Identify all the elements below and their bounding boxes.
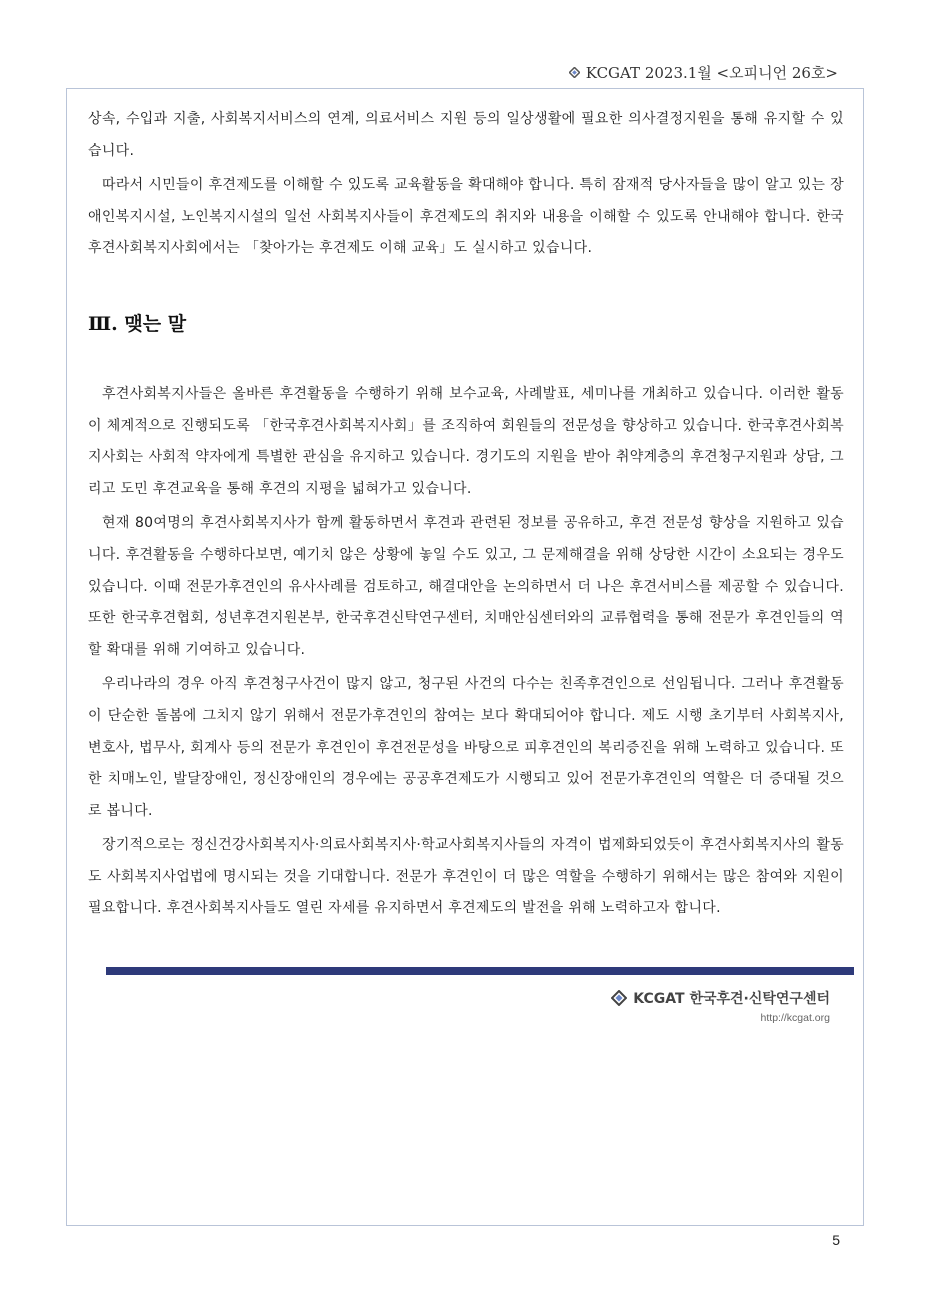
paragraph: 장기적으로는 정신건강사회복지사·의료사회복지사·학교사회복지사들의 자격이 법제화되었듯이 후견사회복지사의 활동도 사회복지사업법에 명시되는 것을 기대합니다. 전문가 후견인이 더 많은 역할을 수행하기 위해서는 많은 참여와 지원이 필요합니다. 후견사회복지사들도 열린 자세를 유지하면서 후견제도의 발전을 위해 노력하고자 합니다. (88, 837, 844, 917)
header-text: KCGAT 2023.1월 <오피니언 26호> (585, 64, 838, 82)
kcgat-logo-icon (611, 990, 627, 1006)
footer-logo-text: KCGAT 한국후견·신탁연구센터 (633, 991, 830, 1007)
footer-logo (611, 988, 830, 1008)
paragraph: 따라서 시민들이 후견제도를 이해할 수 있도록 교육활동을 확대해야 합니다. 특히 잠재적 당사자들을 많이 알고 있는 장애인복지시설, 노인복지시설의 일선 사회복지사들이 후견제도의 취지와 내용을 이해할 수 있도록 안내해야 합니다. 한국후견사회복지사회에서는 「찾아가는 후견제도 이해 교육」도 실시하고 있습니다. (88, 177, 844, 257)
document-body (88, 104, 844, 925)
paragraph: 우리나라의 경우 아직 후견청구사건이 많지 않고, 청구된 사건의 다수는 친족후견인으로 선임됩니다. 그러나 후견활동이 단순한 돌봄에 그치지 않기 위해서 전문가후견인의 참여는 보다 확대되어야 합니다. 제도 시행 초기부터 사회복지사, 변호사, 법무사, 회계사 등의 전문가 후견인이 후견전문성을 바탕으로 피후견인의 복리증진을 위해 노력하고 있습니다. 또한 치매노인, 발달장애인, 정신장애인의 경우에는 공공후견제도가 시행되고 있어 전문가후견인의 역할은 더 증대될 것으로 봅니다. (88, 676, 844, 819)
diamond-logo-icon (569, 67, 580, 78)
paragraph: 상속, 수입과 지출, 사회복지서비스의 연계, 의료서비스 지원 등의 일상생활에 필요한 의사결정지원을 통해 유지할 수 있습니다. (88, 111, 844, 159)
section-heading: Ⅲ. 맺는 말 (88, 312, 187, 335)
footer-divider (106, 967, 854, 975)
paragraph: 현재 80여명의 후견사회복지사가 함께 활동하면서 후견과 관련된 정보를 공유하고, 후견 전문성 향상을 지원하고 있습니다. 후견활동을 수행하다보면, 예기치 않은 상황에 놓일 수도 있고, 그 문제해결을 위해 상당한 시간이 소요되는 경우도 있습니다. 이때 전문가후견인의 유사사례를 검토하고, 해결대안을 논의하면서 더 나은 후견서비스를 제공할 수 있습니다. 또한 한국후견협회, 성년후견지원본부, 한국후견신탁연구센터, 치매안심센터와의 교류협력을 통해 전문가 후견인들의 역할 확대를 위해 기여하고 있습니다. (88, 515, 844, 658)
footer-url[interactable]: http://kcgat.org (760, 1012, 830, 1024)
page-number: 5 (832, 1232, 840, 1248)
page-header (569, 62, 838, 83)
paragraph: 후견사회복지사들은 올바른 후견활동을 수행하기 위해 보수교육, 사례발표, 세미나를 개최하고 있습니다. 이러한 활동이 체계적으로 진행되도록 「한국후견사회복지사회」를 조직하여 회원들의 전문성을 향상하고 있습니다. 한국후견사회복지사회는 사회적 약자에게 특별한 관심을 유지하고 있습니다. 경기도의 지원을 받아 취약계층의 후견청구지원과 상담, 그리고 도민 후견교육을 통해 후견의 지평을 넓혀가고 있습니다. (88, 385, 844, 497)
